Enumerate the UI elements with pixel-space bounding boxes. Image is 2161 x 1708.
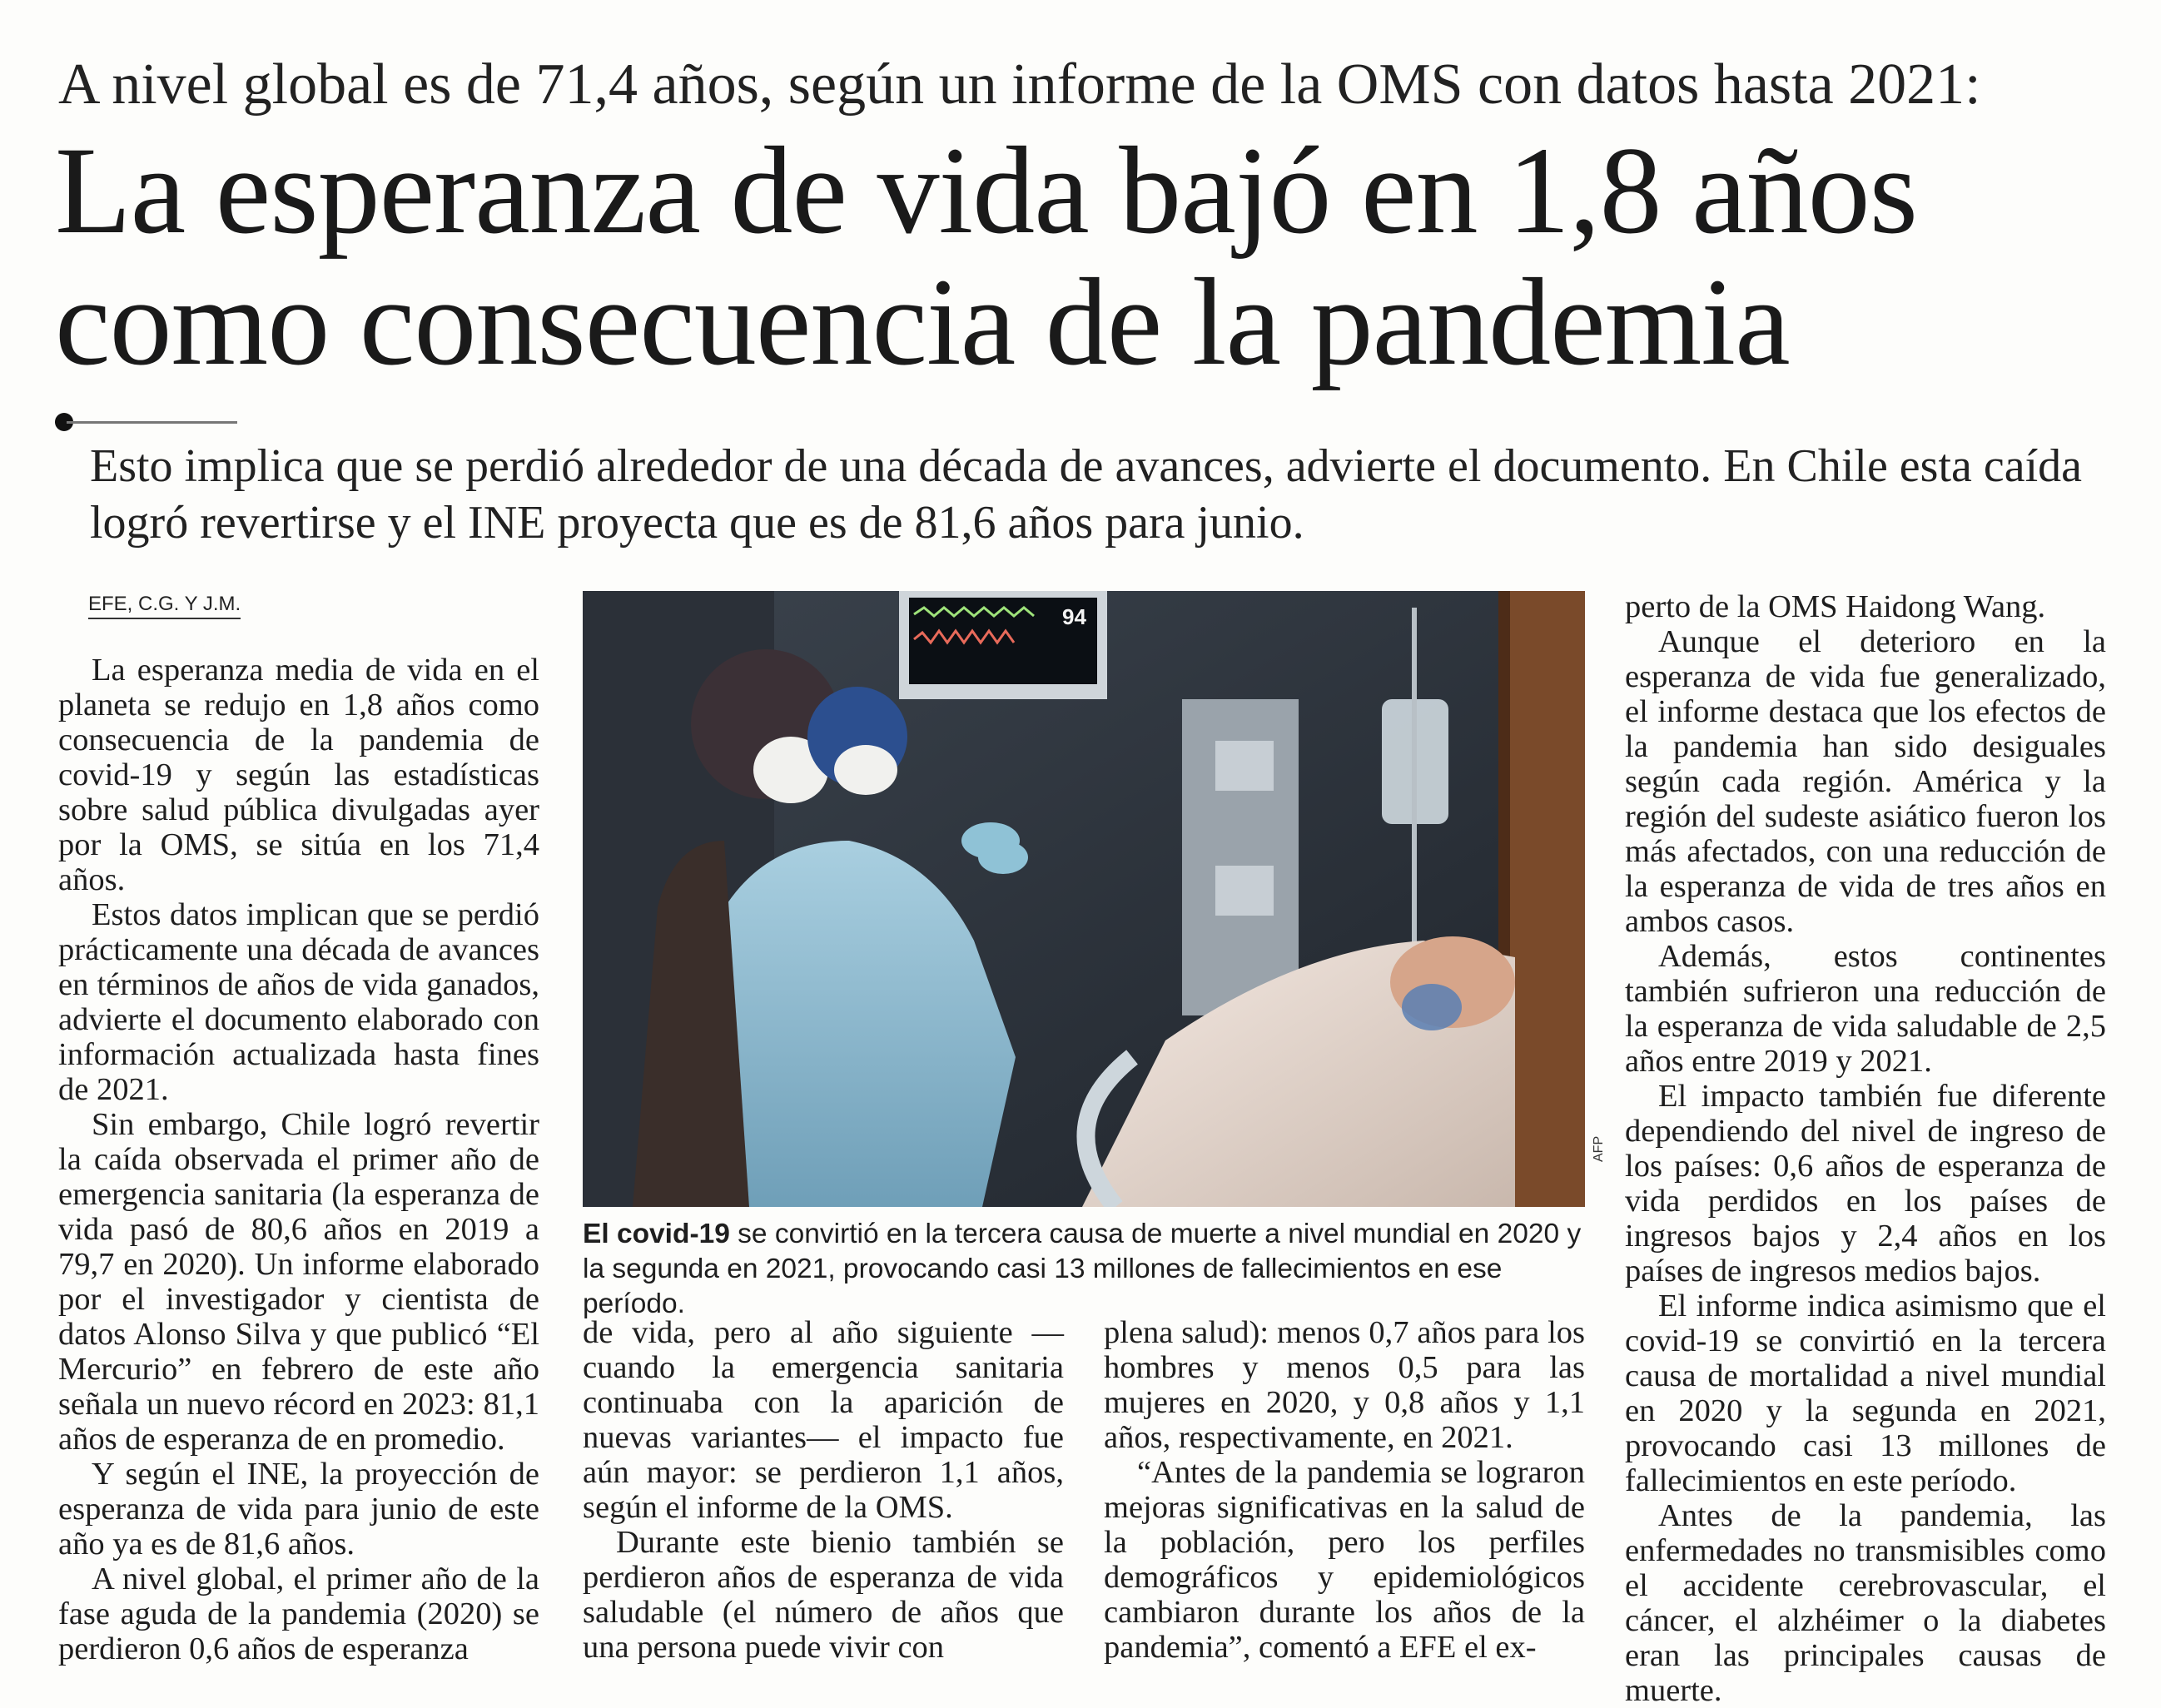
caption-lead: El covid-19 xyxy=(583,1219,730,1249)
deck: Esto implica que se perdió alrededor de una década de avances, advierte el documento. En Chile esta caída logró revertirse y el INE proyecta que es de 81,6 años para junio. xyxy=(90,440,2082,549)
photo-caption xyxy=(583,1217,1585,1322)
paragraph: La esperanza media de vida en el planeta se redujo en 1,8 años como consecuencia de la pandemia de covid-19 y según las estadísticas sobre salud pública divulgadas ayer por la OMS, se sitúa en los 71,4 años. xyxy=(58,653,539,897)
headline-line-2: como consecuencia de la pandemia xyxy=(55,253,1790,391)
column-1 xyxy=(58,653,539,1666)
gloved-hand xyxy=(978,841,1028,874)
monitor-reading: 94 xyxy=(1062,604,1086,629)
kicker: A nivel global es de 71,4 años, según un informe de la OMS con datos hasta 2021: xyxy=(58,52,1981,117)
paragraph: Estos datos implican que se perdió prácticamente una década de avances en términos de años de vida ganados, advierte el documento elaborado con información actualizada hasta fines de 2021. xyxy=(58,897,539,1107)
paragraph: Durante este bienio también se perdieron años de esperanza de vida saludable (el número de años que una persona puede vivir con xyxy=(583,1525,1064,1665)
paragraph: Y según el INE, la proyección de esperanza de vida para junio de este año ya es de 81,6 años. xyxy=(58,1457,539,1562)
rule-line xyxy=(67,421,237,424)
equipment-panel xyxy=(1215,866,1274,916)
paragraph: perto de la OMS Haidong Wang. xyxy=(1625,589,2046,624)
news-photo xyxy=(583,591,1585,1207)
photo-credit: AFP xyxy=(1592,1135,1606,1162)
byline: EFE, C.G. Y J.M. xyxy=(88,593,241,619)
worker2-mask xyxy=(834,745,897,795)
paragraph: El informe indica asimismo que el covid-19 se convirtió en la tercera causa de mortalidad a nivel mundial en 2020 y la segunda en 2021, provocando casi 13 millones de fallecimientos en este período. xyxy=(1625,1288,2106,1498)
iv-pole xyxy=(1412,608,1417,957)
headline xyxy=(55,122,2119,391)
paragraph: “Antes de la pandemia se lograron mejoras significativas en la salud de la población, pero los perfiles demográficos y epidemiológicos cambiaron durante los años de la pandemia”, comentó a EFE el ex- xyxy=(1104,1455,1585,1665)
icu-scene-illustration xyxy=(583,591,1585,1207)
paragraph: Aunque el deterioro en la esperanza de vida fue generalizado, el informe destaca que los efectos de la pandemia han sido desiguales según cada región. América y la región del sudeste asiático fueron los más afectados, con una reducción de la esperanza de vida de tres años en ambos casos. xyxy=(1625,624,2106,939)
column-2 xyxy=(583,1315,1064,1665)
column-3 xyxy=(1104,1315,1585,1665)
paragraph: de vida, pero al año siguiente —cuando la emergencia sanitaria continuaba con la aparición de nuevas variantes— el impacto fue aún mayor: se perdieron 1,1 años, según el informe de la OMS. xyxy=(583,1315,1064,1525)
caption-text: se convirtió en la tercera causa de muerte a nivel mundial en 2020 y la segunda en 2021, provocando casi 13 millones de fallecimientos en ese período. xyxy=(583,1219,1582,1319)
headline-line-1: La esperanza de vida bajó en 1,8 años xyxy=(55,122,1918,260)
column-4 xyxy=(1625,589,2106,1708)
paragraph: Sin embargo, Chile logró revertir la caída observada el primer año de emergencia sanitaria (la esperanza de vida pasó de 80,6 años en 2019 a 79,7 en 2020). Un informe elaborado por el investigador y cientista de datos Alonso Silva y que publicó “El Mercurio” en febrero de este año señala un nuevo récord en 2023: 81,1 años de esperanza de en promedio. xyxy=(58,1107,539,1457)
paragraph: Además, estos continentes también sufrieron una reducción de la esperanza de vida saludable de 2,5 años entre 2019 y 2021. xyxy=(1625,939,2106,1079)
door xyxy=(1507,591,1585,1207)
oxygen-mask xyxy=(1402,984,1462,1030)
paragraph: A nivel global, el primer año de la fase aguda de la pandemia (2020) se perdieron 0,6 años de esperanza xyxy=(58,1562,539,1666)
paragraph: El impacto también fue diferente dependiendo del nivel de ingreso de los países: 0,6 años de esperanza de vida perdidos en los países de ingresos bajos y 2,4 años en los países de ingresos medios bajos. xyxy=(1625,1079,2106,1288)
equipment-panel xyxy=(1215,741,1274,791)
paragraph: Antes de la pandemia, las enfermedades no transmisibles como el accidente cerebrovascular, el cáncer, el alzhéimer o la diabetes eran las principales causas de muerte. xyxy=(1625,1498,2106,1708)
paragraph: plena salud): menos 0,7 años para los hombres y menos 0,5 para las mujeres en 2020, y 0,8 años y 1,1 años, respectivamente, en 2021. xyxy=(1104,1315,1585,1455)
